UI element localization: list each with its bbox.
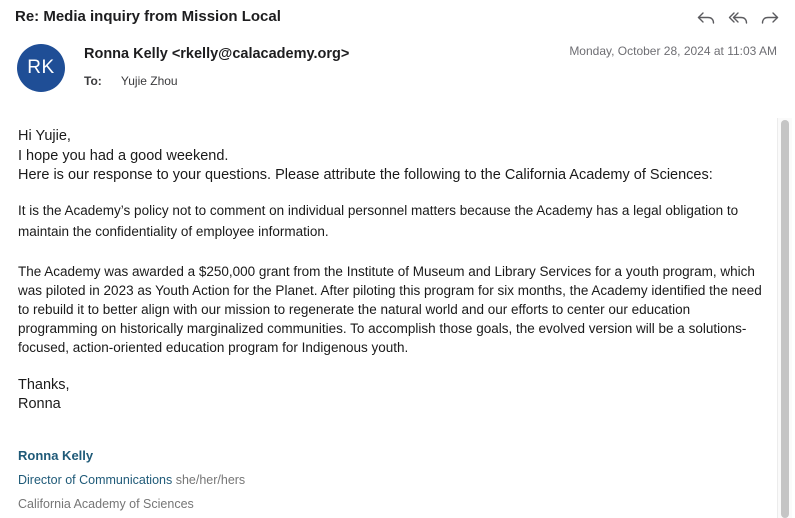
recipient-name[interactable]: Yujie Zhou [120,74,178,88]
reply-all-button[interactable] [725,7,751,29]
reply-all-icon [728,10,748,26]
signature-title-row [18,473,245,487]
email-body [18,127,773,415]
signature-pronouns: she/her/hers [175,473,246,487]
signature-org: California Academy of Sciences [18,497,194,511]
avatar: RK [17,44,65,92]
body-line: I hope you had a good weekend. [18,147,229,164]
forward-button[interactable] [757,7,783,29]
body-paragraph: It is the Academy’s policy not to comment on individual personnel matters because the Academy has a legal obligation to maintain the confidentiality of employee information. [18,202,739,239]
message-actions [693,7,783,29]
email-date: Monday, October 28, 2024 at 11:03 AM [569,44,777,58]
sender-name[interactable]: Ronna Kelly <rkelly@calacademy.org> [84,46,350,62]
forward-icon [760,10,780,26]
to-label: To: [84,74,102,88]
scrollbar[interactable] [777,118,792,518]
scrollbar-thumb[interactable] [781,120,789,518]
signoff-name: Ronna [18,396,61,412]
signature-title: Director of Communications [18,473,173,487]
greeting-line: Hi Yujie, [18,128,71,144]
body-line: Here is our response to your questions. Please attribute the following to the California Academy of Sciences: [18,167,713,183]
reply-button[interactable] [693,7,719,29]
reply-icon [696,10,716,26]
greeting-block [18,127,773,186]
email-subject: Re: Media inquiry from Mission Local [15,8,281,25]
recipient-row [84,74,178,88]
signature-name: Ronna Kelly [18,448,94,463]
signoff-block [18,376,773,415]
signoff-line: Thanks, [18,376,70,393]
body-paragraph: The Academy was awarded a $250,000 grant from the Institute of Museum and Library Services for a youth program, which was piloted in 2023 as Youth Action for the Planet. After piloting this program for six months, the Academy identified the need to rebuild it to better align with our mission to regenerate the natural world and our efforts to center our education programming on historically marginalized communities. To accomplish those goals, the evolved version will be a solutions-focused, action-oriented education program for Indigenous youth. [18,263,762,355]
